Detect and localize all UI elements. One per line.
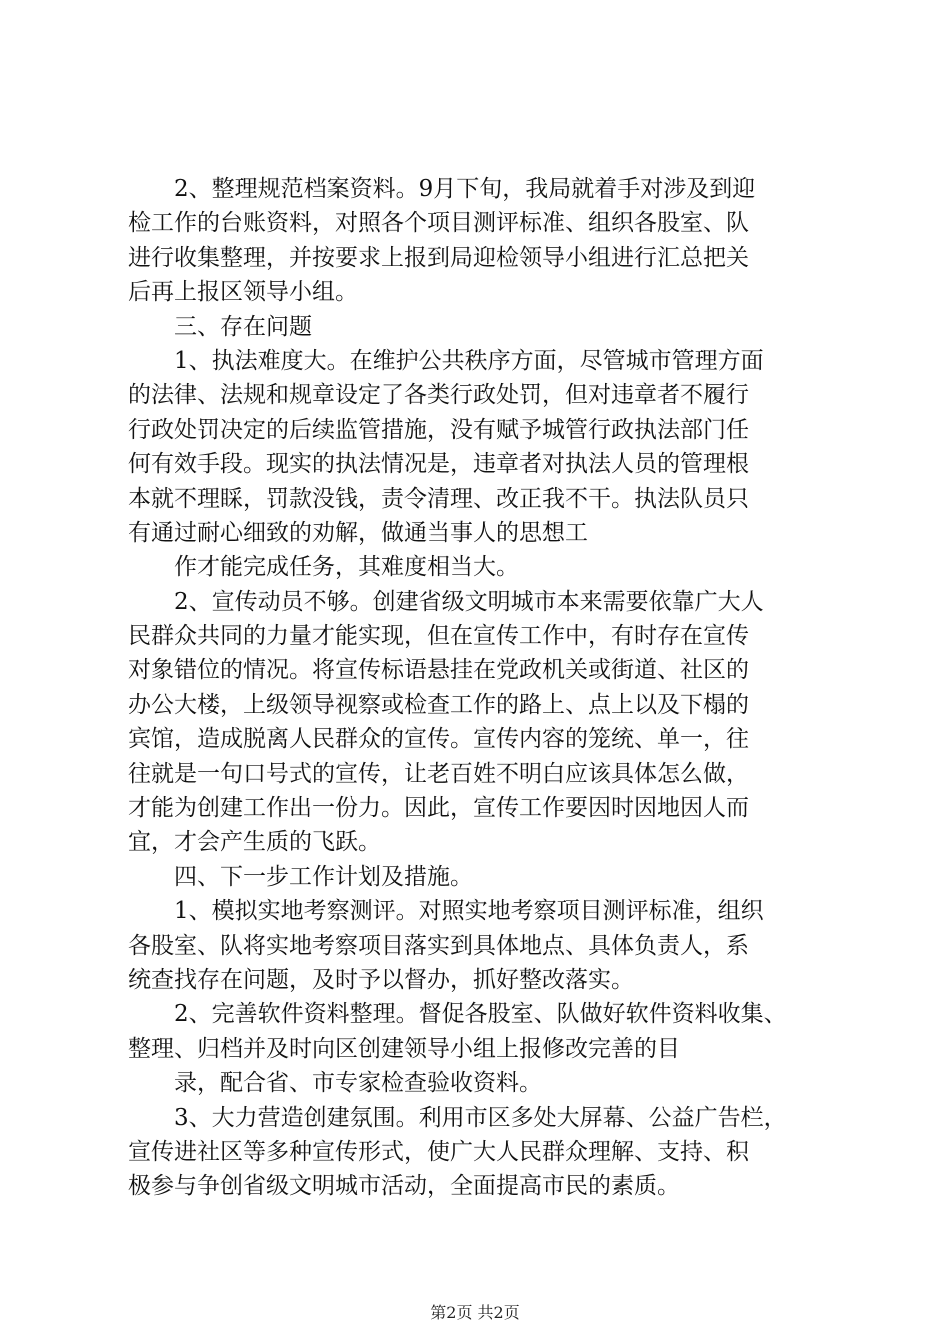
paragraph-line: 何有效手段。现实的执法情况是，违章者对执法人员的管理根 bbox=[128, 451, 749, 478]
section-heading: 三、存在问题 bbox=[174, 313, 312, 340]
section-heading: 四、下一步工作计划及措施。 bbox=[174, 863, 473, 890]
paragraph-line: 后再上报区领导小组。 bbox=[128, 279, 358, 306]
document-body bbox=[128, 172, 842, 1204]
paragraph-line: 进行收集整理，并按要求上报到局迎检领导小组进行汇总把关 bbox=[128, 244, 749, 271]
paragraph-line: 宜，才会产生质的飞跃。 bbox=[128, 829, 381, 856]
paragraph-line: 统查找存在问题，及时予以督办，抓好整改落实。 bbox=[128, 966, 634, 993]
paragraph-line: 宣传进社区等多种宣传形式，使广大人民群众理解、支持、积 bbox=[128, 1138, 749, 1165]
paragraph-line: 行政处罚决定的后续监管措施，没有赋予城管行政执法部门任 bbox=[128, 416, 749, 443]
paragraph-line: 往就是一句口号式的宣传，让老百姓不明白应该具体怎么做， bbox=[128, 760, 749, 787]
paragraph-line: 检工作的台账资料，对照各个项目测评标准、组织各股室、队 bbox=[128, 210, 749, 237]
paragraph-line: 录，配合省、市专家检查验收资料。 bbox=[174, 1070, 542, 1097]
paragraph-line: 1、执法难度大。在维护公共秩序方面，尽管城市管理方面 bbox=[174, 347, 764, 374]
paragraph-line: 整理、归档并及时向区创建领导小组上报修改完善的目 bbox=[128, 1035, 680, 1062]
paragraph-line: 1、模拟实地考察测评。对照实地考察项目测评标准，组织 bbox=[174, 898, 764, 925]
page-number-footer: 第2页 共2页 bbox=[430, 1303, 520, 1322]
paragraph-line: 有通过耐心细致的劝解，做通当事人的思想工 bbox=[128, 519, 588, 546]
paragraph-line: 3、大力营造创建氛围。利用市区多处大屏幕、公益广告栏， bbox=[174, 1104, 787, 1131]
paragraph-line: 2、整理规范档案资料。9月下旬，我局就着手对涉及到迎 bbox=[174, 176, 756, 202]
paragraph-line: 2、完善软件资料整理。督促各股室、队做好软件资料收集、 bbox=[174, 1001, 787, 1028]
paragraph-line: 的法律、法规和规章设定了各类行政处罚，但对违章者不履行 bbox=[128, 382, 749, 409]
paragraph-line: 宾馆，造成脱离人民群众的宣传。宣传内容的笼统、单一，往 bbox=[128, 726, 749, 753]
paragraph-line: 作才能完成任务，其难度相当大。 bbox=[174, 554, 519, 581]
paragraph-line: 民群众共同的力量才能实现，但在宣传工作中，有时存在宣传 bbox=[128, 623, 749, 650]
paragraph-line: 办公大楼，上级领导视察或检查工作的路上、点上以及下榻的 bbox=[128, 691, 749, 718]
paragraph-line: 对象错位的情况。将宣传标语悬挂在党政机关或街道、社区的 bbox=[128, 657, 749, 684]
paragraph-line: 才能为创建工作出一份力。因此，宣传工作要因时因地因人而 bbox=[128, 795, 749, 822]
paragraph-line: 极参与争创省级文明城市活动，全面提高市民的素质。 bbox=[128, 1173, 680, 1200]
paragraph-line: 2、宣传动员不够。创建省级文明城市本来需要依靠广大人 bbox=[174, 588, 764, 615]
paragraph-line: 本就不理睬，罚款没钱，责令清理、改正我不干。执法队员只 bbox=[128, 485, 749, 512]
paragraph-line: 各股室、队将实地考察项目落实到具体地点、具体负责人，系 bbox=[128, 932, 749, 959]
